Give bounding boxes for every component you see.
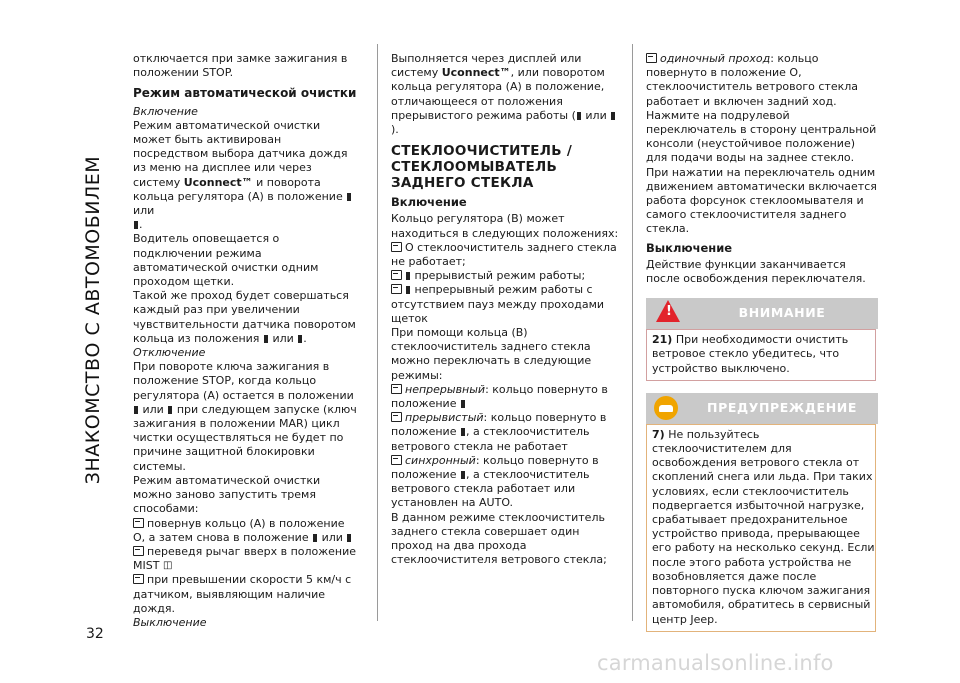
section-heading-rear-wiper: СТЕКЛООЧИСТИТЕЛЬ / СТЕКЛООМЫВАТЕЛЬ ЗАДНЕГО СТЕКЛА — [391, 143, 573, 192]
intermittent-symbol-icon — [264, 335, 268, 343]
intermittent-symbol-icon — [406, 272, 410, 280]
warning-panel-body — [646, 329, 876, 381]
caution-number: 7) — [652, 427, 665, 441]
list-item: непрерывный режим работы с отсутствием пауз между проходами щеток — [391, 283, 605, 325]
list-item: синхронный: кольцо повернуто в положение , а стеклоочиститель ветрового стекла работает или установлен на AUTO. — [391, 453, 599, 510]
subheading-off: Выключение — [646, 240, 733, 255]
column-2 — [391, 52, 619, 568]
intermittent-symbol-icon — [577, 112, 581, 120]
intermittent-symbol-icon — [298, 335, 302, 343]
list-marker-icon — [391, 412, 402, 422]
continuous-symbol-icon — [461, 400, 465, 408]
intermittent-symbol-icon — [168, 406, 172, 414]
paragraph: Выполняется через дисплей или систему Uconnect™, или поворотом кольца регулятора (A) в положение, отличающееся от положения прерывистого режима работы ( или ). — [391, 52, 619, 137]
paragraph: Нажмите на подрулевой переключатель в сторону центральной консоли (неустойчивое положение) для подачи воды на заднее стекло. При нажатии на переключатель одним движением автоматически включается работа форсунок стеклоомывателя и самого стеклоочистителя заднего стекла. — [646, 108, 877, 236]
list-item: одиночный проход: кольцо повернуто в положение O, стеклоочиститель ветрового стекла работает и включен задний ход. — [646, 52, 859, 108]
caution-panel-body — [646, 424, 876, 632]
list-item: при превышении скорости 5 км/ч с датчиком, выявляющим наличие дождя. — [133, 573, 352, 615]
column-3 — [646, 52, 878, 632]
paragraph: отключается при замке зажигания в положении STOP. — [133, 52, 348, 80]
warning-title: ВНИМАНИЕ — [738, 305, 826, 321]
caution-text: Не пользуйтесь стеклоочистителем для освобождения ветрового стекла от скоплений снега или льда. При таких условиях, если стеклоочиститель подвергается избыточной нагрузке, срабатывает предохранительное устройство привода, прерывающее его работу на несколько секунд. Если после этого работа устройства не возобновляется даже после повторного пуска ключом зажигания автомобиля, обратитесь в сервисный центр Jeep. — [652, 427, 875, 626]
list-marker-icon — [133, 574, 144, 584]
subheading-off: Отключение — [133, 346, 206, 360]
intermittent-symbol-icon — [611, 112, 615, 120]
section-heading-auto-clean: Режим автоматической очистки — [133, 86, 357, 101]
paragraph: При помощи кольца (B) стеклоочиститель заднего стекла можно переключать в следующие режимы: — [391, 326, 592, 382]
list-marker-icon — [391, 455, 402, 465]
side-section-title: ЗНАКОМСТВО С АВТОМОБИЛЕМ — [82, 155, 104, 485]
caution-title: ПРЕДУПРЕЖДЕНИЕ — [707, 399, 857, 415]
subheading-off: Выключение — [133, 615, 207, 629]
intermittent-symbol-icon — [313, 534, 317, 542]
intermittent-symbol-icon — [347, 534, 351, 542]
intermittent-symbol-icon — [134, 221, 138, 229]
list-marker-icon — [133, 546, 144, 556]
paragraph: Действие функции заканчивается после освобождения переключателя. — [646, 257, 866, 286]
list-marker-icon — [133, 518, 144, 528]
paragraph: Водитель оповещается о подключении режима автоматической очистки одним проходом щетки. — [133, 232, 319, 289]
intermittent-symbol-icon — [461, 471, 465, 479]
column-divider — [377, 44, 378, 621]
paragraph: Режим автоматической очистки можно заново запустить тремя способами: — [133, 473, 321, 516]
list-marker-icon — [391, 242, 402, 252]
caution-panel-header — [646, 393, 878, 424]
list-item: O стеклоочиститель заднего стекла не работает; — [391, 240, 617, 269]
list-item: прерывистый: кольцо повернуто в положение , а стеклоочиститель ветрового стекла не работает — [391, 411, 607, 453]
list-item: повернув кольцо (A) в положение O, а затем снова в положение или — [133, 517, 359, 545]
list-marker-icon — [391, 270, 402, 280]
intermittent-symbol-icon — [461, 428, 465, 436]
warning-number: 21) — [652, 333, 673, 347]
warning-panel-header — [646, 298, 878, 329]
list-item: переведя рычаг вверх в положение MIST ◫ — [133, 544, 357, 573]
paragraph: При повороте ключа зажигания в положение STOP, когда кольцо регулятора (A) остается в положении или при следующем запуске (ключ зажигания в положении MAR) цикл чистки осуществляться не будет по причине защитной блокировки системы. — [133, 360, 357, 473]
column-1 — [133, 52, 359, 630]
paragraph: Кольцо регулятора (B) может находиться в следующих положениях: — [391, 212, 619, 240]
subheading-on: Включение — [133, 104, 198, 118]
list-marker-icon — [391, 284, 402, 294]
page-number: 32 — [86, 626, 104, 642]
continuous-symbol-icon — [406, 286, 410, 294]
list-item: непрерывный: кольцо повернуто в положение — [391, 382, 608, 411]
list-item: прерывистый режим работы; — [391, 269, 619, 283]
list-marker-icon — [391, 384, 402, 394]
paragraph: В данном режиме стеклоочиститель заднего стекла совершает один проход на два прохода стеклоочистителя ветрового стекла; — [391, 510, 607, 567]
intermittent-symbol-icon — [134, 406, 138, 414]
intermittent-symbol-icon — [347, 193, 351, 201]
list-marker-icon — [646, 53, 657, 63]
subheading-on: Включение — [391, 195, 467, 210]
column-divider — [632, 44, 633, 621]
warning-text: При необходимости очистить ветровое стекло убедитесь, что устройство выключено. — [652, 333, 849, 375]
mist-symbol-icon: ◫ — [162, 560, 173, 572]
paragraph: Такой же проход будет совершаться каждый раз при увеличении чувствительности датчика поворотом кольца из положения или . — [133, 289, 356, 345]
paragraph: Режим автоматической очистки может быть активирован посредством выбора датчика дождя из меню на дисплее или через систему Uconnect™ и поворота кольца регулятора (A) в положение или . — [133, 119, 359, 233]
watermark: carmanualsonline.info — [597, 651, 834, 675]
